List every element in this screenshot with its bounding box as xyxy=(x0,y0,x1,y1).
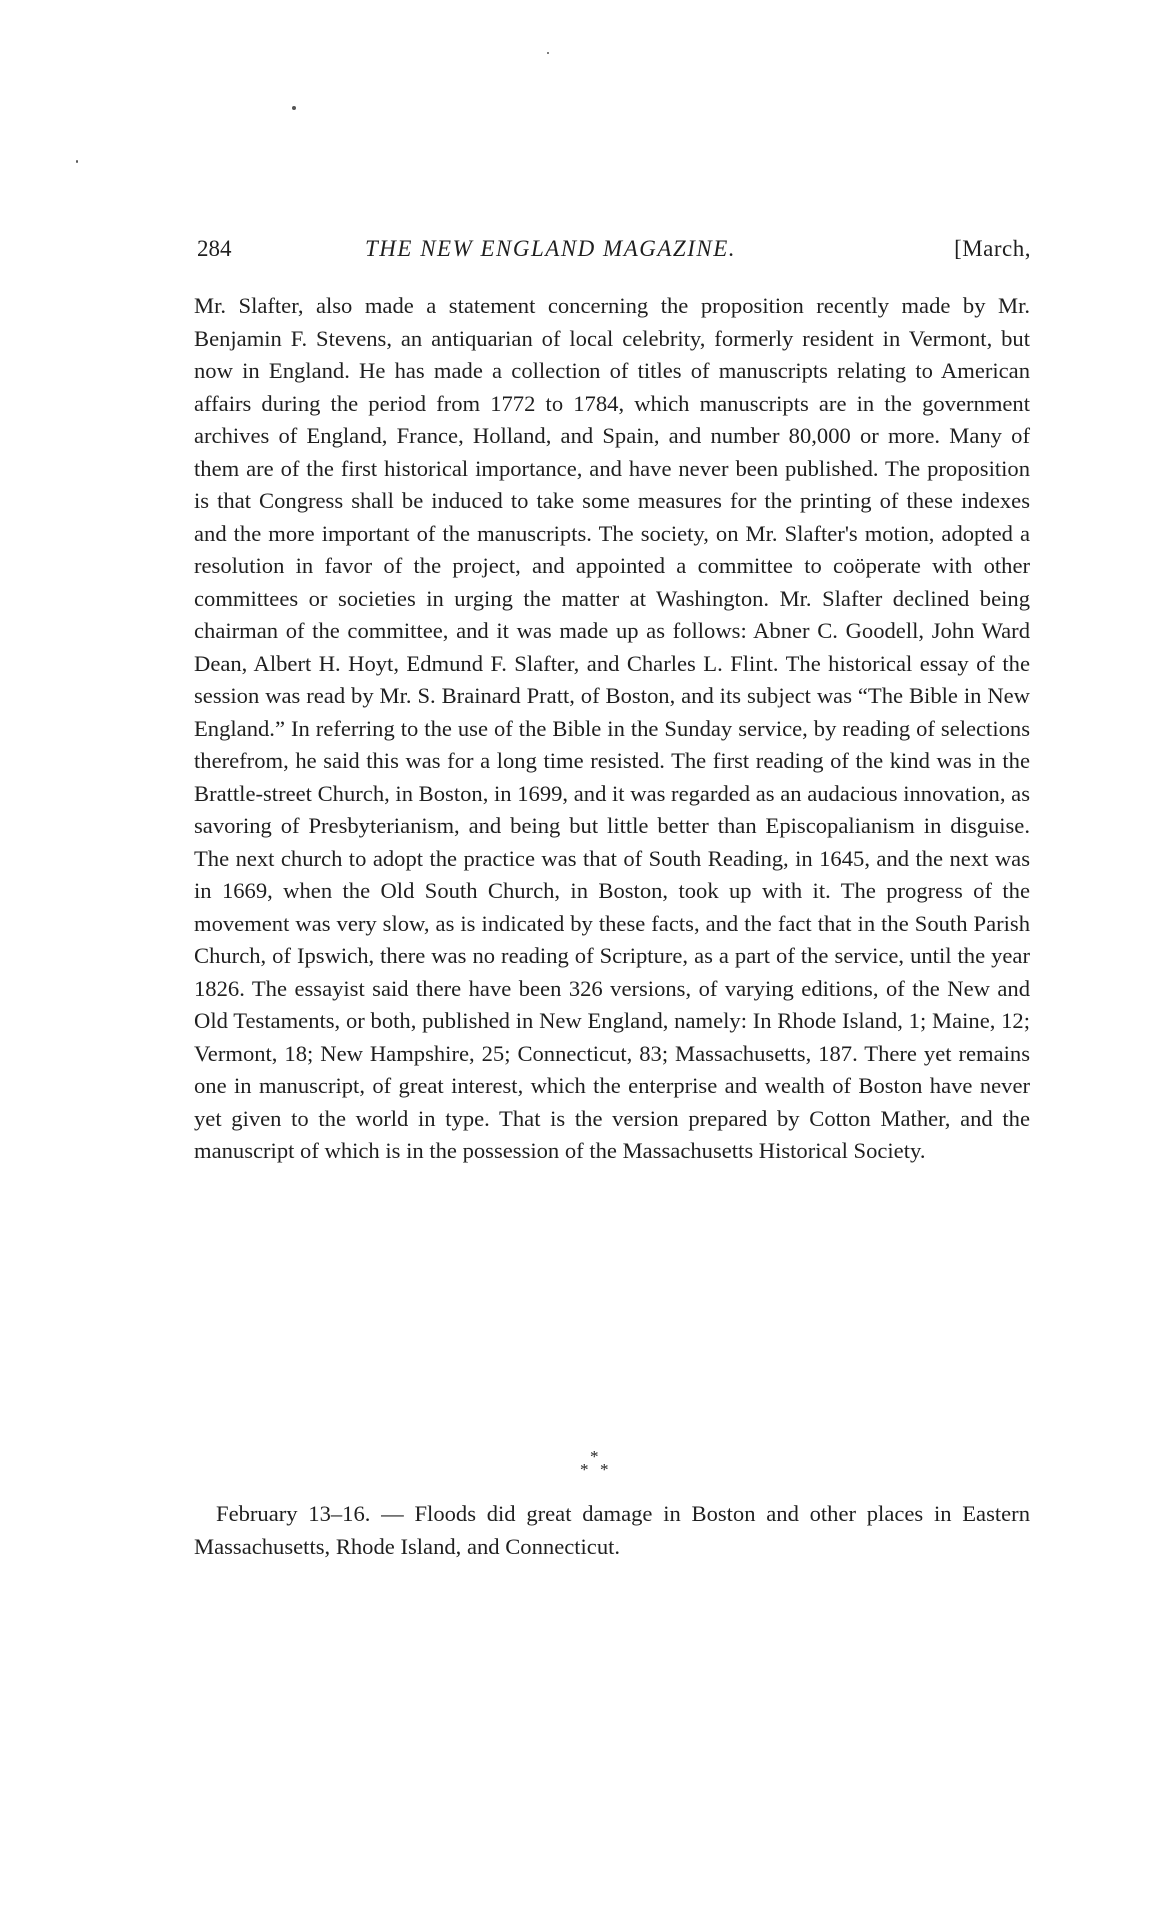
article-body xyxy=(194,290,1030,1168)
ink-speck xyxy=(292,106,296,110)
asterism-star: * xyxy=(580,1460,589,1479)
page-number: 284 xyxy=(197,236,232,261)
page-header xyxy=(197,236,1031,276)
running-title: THE NEW ENGLAND MAGAZINE. xyxy=(365,236,736,261)
asterism-star: * xyxy=(590,1447,599,1466)
ink-speck xyxy=(547,52,549,54)
section-separator-asterism xyxy=(578,1448,618,1488)
paragraph-historical-society: Mr. Slafter, also made a statement concerning the proposition recently made by Mr. Benjamin F. Stevens, an antiquarian of local celebrity, formerly resident in Vermont, but now in England. He has made a collection of titles of manuscripts relating to American affairs during the period from 1772 to 1784, which manuscripts are in the government archives of England, France, Holland, and Spain, and number 80,000 or more. Many of them are of the first historical importance, and have never been published. The proposition is that Congress shall be induced to take some measures for the printing of these indexes and the more important of the manuscripts. The society, on Mr. Slafter's motion, adopted a resolution in favor of the project, and appointed a committee to coöperate with other committees or societies in urging the matter at Washington. Mr. Slafter declined being chairman of the committee, and it was made up as follows: Abner C. Goodell, John Ward Dean, Albert H. Hoyt, Edmund F. Slafter, and Charles L. Flint. The historical essay of the session was read by Mr. S. Brainard Pratt, of Boston, and its subject was “The Bible in New England.” In referring to the use of the Bible in the Sunday service, by reading of selections therefrom, he said this was for a long time resisted. The first reading of the kind was in the Brattle-street Church, in Boston, in 1699, and it was regarded as an audacious innovation, as savoring of Presbyterianism, and being but little better than Episcopalianism in disguise. The next church to adopt the practice was that of South Reading, in 1645, and the next was in 1669, when the Old South Church, in Boston, took up with it. The progress of the movement was very slow, as is indicated by these facts, and the fact that in the South Parish Church, of Ipswich, there was no reading of Scripture, as a part of the service, until the year 1826. The essayist said there have been 326 versions, of varying editions, of the New and Old Testaments, or both, published in New England, namely: In Rhode Island, 1; Maine, 12; Vermont, 18; New Hampshire, 25; Connecticut, 83; Massachusetts, 187. There yet remains one in manuscript, of great interest, which the enterprise and wealth of Boston have never yet given to the world in type. That is the version prepared by Cotton Mather, and the manuscript of which is in the possession of the Massachusetts Historical Society. xyxy=(194,293,1030,1163)
running-month: [March, xyxy=(954,236,1031,261)
paragraph-floods: February 13–16. — Floods did great damage in Boston and other places in Eastern Massachusetts, Rhode Island, and Connecticut. xyxy=(194,1501,1030,1559)
asterism-star: * xyxy=(600,1460,609,1479)
ink-speck xyxy=(76,160,78,163)
